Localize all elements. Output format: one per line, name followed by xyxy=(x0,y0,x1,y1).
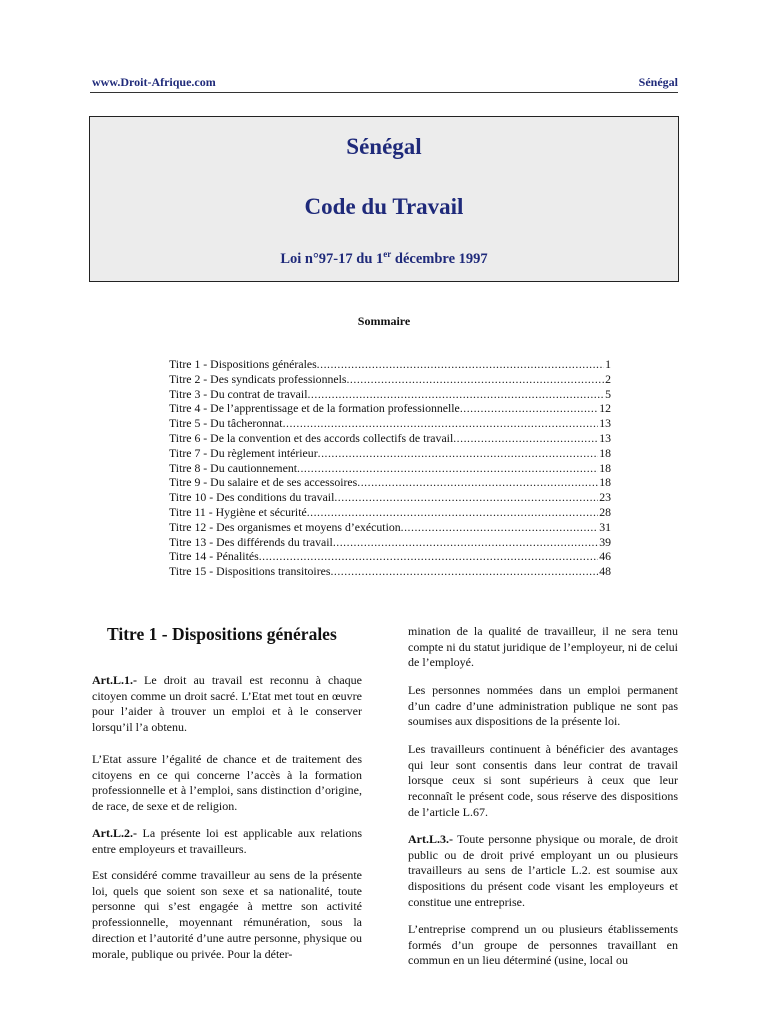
paragraph xyxy=(92,752,362,815)
paragraph-art-l1 xyxy=(92,673,362,736)
toc-item-label: Titre 8 - Du cautionnement xyxy=(169,460,297,475)
toc-item-label: Titre 12 - Des organismes et moyens d’exécution xyxy=(169,519,401,534)
toc-item-page: 18 xyxy=(599,475,611,490)
toc-item-label: Titre 11 - Hygiène et sécurité xyxy=(169,504,307,519)
toc-leader-dots xyxy=(297,461,598,476)
toc-leader-dots xyxy=(333,535,598,550)
toc-item[interactable] xyxy=(169,416,611,431)
toc-item-label: Titre 13 - Des différends du travail xyxy=(169,534,333,549)
toc-item-page: 48 xyxy=(599,564,611,579)
toc-leader-dots xyxy=(318,446,599,461)
toc-item[interactable] xyxy=(169,475,611,490)
site-link[interactable]: www.Droit-Afrique.com xyxy=(92,75,216,89)
toc-item-page: 5 xyxy=(605,386,611,401)
toc-leader-dots xyxy=(346,372,604,387)
paragraph-text: L’entreprise comprend un ou plusieurs établissements formés d’un groupe de personnes travaillant en commun en un lieu déterminé (usine, local ou xyxy=(408,922,678,968)
toc-item[interactable] xyxy=(169,535,611,550)
toc-item[interactable] xyxy=(169,401,611,416)
toc-item[interactable] xyxy=(169,372,611,387)
toc-item[interactable] xyxy=(169,490,611,505)
toc-item-label: Titre 6 - De la convention et des accords collectifs de travail xyxy=(169,430,454,445)
law-suffix: décembre 1997 xyxy=(391,250,488,267)
toc-leader-dots xyxy=(283,416,599,431)
sommaire-heading: Sommaire xyxy=(357,314,411,328)
paragraph-text: Toute personne physique ou morale, de droit public ou de droit privé employant un ou plusieurs travailleurs au sens de l’article L.2. est soumise aux dispositions du présent code visant les employeurs et constitue une entreprise. xyxy=(408,832,678,909)
paragraph-text: mination de la qualité de travailleur, il ne sera tenu compte ni du statut juridique de l’employeur, ni de celui de l’employé. xyxy=(408,624,678,670)
paragraph-art-l2 xyxy=(92,826,362,857)
toc-item-label: Titre 14 - Pénalités xyxy=(169,549,259,564)
toc-item[interactable] xyxy=(169,461,611,476)
toc-leader-dots xyxy=(317,357,604,372)
paragraph xyxy=(408,922,678,969)
toc-item-label: Titre 5 - Du tâcheronnat xyxy=(169,416,283,431)
toc-item-page: 18 xyxy=(599,445,611,460)
paragraph-text: Les personnes nommées dans un emploi permanent d’un cadre d’une administration publique ne sont pas soumises aux dispositions de la présente loi. xyxy=(408,683,678,729)
toc-item-page: 1 xyxy=(605,357,611,371)
toc-leader-dots xyxy=(334,490,598,505)
toc-leader-dots xyxy=(357,475,598,490)
toc-item[interactable] xyxy=(169,387,611,402)
toc-item-label: Titre 10 - Des conditions du travail xyxy=(169,490,335,505)
toc-item-label: Titre 2 - Des syndicats professionnels xyxy=(169,371,347,386)
doc-country: Sénégal xyxy=(346,134,422,159)
toc-item-page: 13 xyxy=(599,416,611,431)
toc-leader-dots xyxy=(307,387,604,402)
law-sup: er xyxy=(383,249,392,259)
title-box xyxy=(89,116,679,282)
paragraph xyxy=(92,868,362,962)
toc-leader-dots xyxy=(259,549,599,564)
toc-item-label: Titre 9 - Du salaire et de ses accessoires xyxy=(169,475,358,490)
header-country: Sénégal xyxy=(638,75,678,89)
toc-item-label: Titre 1 - Dispositions générales xyxy=(169,357,317,371)
toc-item-label: Titre 15 - Dispositions transitoires xyxy=(169,564,331,579)
article-label: Art.L.2.- xyxy=(92,826,137,840)
toc-item-label: Titre 4 - De l’apprentissage et de la formation professionnelle xyxy=(169,401,460,416)
toc-item[interactable] xyxy=(169,446,611,461)
toc-leader-dots xyxy=(307,505,599,520)
toc-item-page: 39 xyxy=(599,534,611,549)
toc-item-page: 18 xyxy=(599,460,611,475)
toc-item[interactable] xyxy=(169,505,611,520)
toc-item-label: Titre 3 - Du contrat de travail xyxy=(169,386,308,401)
doc-law xyxy=(90,249,678,268)
header-rule xyxy=(90,92,678,93)
paragraph xyxy=(408,683,678,730)
toc-item-page: 46 xyxy=(599,549,611,564)
toc-item[interactable] xyxy=(169,520,611,535)
law-prefix: Loi n°97-17 du 1 xyxy=(280,250,384,267)
toc-item-page: 23 xyxy=(599,490,611,505)
paragraph-art-l3 xyxy=(408,832,678,911)
paragraph-text: La présente loi est applicable aux relations entre employeurs et travailleurs. xyxy=(92,826,362,856)
toc-leader-dots xyxy=(460,401,598,416)
section-title: Titre 1 - Dispositions générales xyxy=(107,624,337,644)
toc-item[interactable] xyxy=(169,431,611,446)
paragraph-text: Le droit au travail est reconnu à chaque citoyen comme un droit sacré. L’Etat met tout en œuvre pour l’aider à trouver un emploi et à le conserver lorsqu’il l’a obtenu. xyxy=(92,673,362,735)
paragraph-text: Est considéré comme travailleur au sens de la présente loi, quels que soient son sexe et sa nationalité, toute personne qui s’est engagée à mettre son activité professionnelle, moyennant rémunération, sous la direction et l’autorité d’une autre personne, physique ou morale, publique ou privée. Pour la déter- xyxy=(92,868,362,961)
toc-item-page: 31 xyxy=(599,519,611,534)
toc-leader-dots xyxy=(453,431,598,446)
toc-item[interactable] xyxy=(169,549,611,564)
toc-item-page: 12 xyxy=(599,401,611,416)
toc-leader-dots xyxy=(401,520,599,535)
toc-item[interactable] xyxy=(169,564,611,579)
table-of-contents xyxy=(169,357,611,579)
toc-item-page: 28 xyxy=(599,504,611,519)
article-label: Art.L.3.- xyxy=(408,832,453,846)
doc-title: Code du Travail xyxy=(304,194,464,219)
paragraph-text: Les travailleurs continuent à bénéficier des avantages qui leur sont consentis dans leur contrat de travail lorsque ceux si sont supérieurs à ceux que leur reconnaît le présent code, sous réserve des dispositions de l’article L.67. xyxy=(408,742,678,819)
paragraph xyxy=(408,624,678,671)
paragraph xyxy=(408,742,678,821)
paragraph-text: L’Etat assure l’égalité de chance et de traitement des citoyens en ce qui concerne l’accès à la formation professionnelle et à l’emploi, sans distinction d’origine, de race, de sexe et de religion. xyxy=(92,752,362,814)
toc-item[interactable] xyxy=(169,357,611,372)
toc-leader-dots xyxy=(330,564,598,579)
toc-item-label: Titre 7 - Du règlement intérieur xyxy=(169,445,318,460)
toc-item-page: 13 xyxy=(599,430,611,445)
article-label: Art.L.1.- xyxy=(92,673,137,687)
toc-item-page: 2 xyxy=(605,371,611,386)
